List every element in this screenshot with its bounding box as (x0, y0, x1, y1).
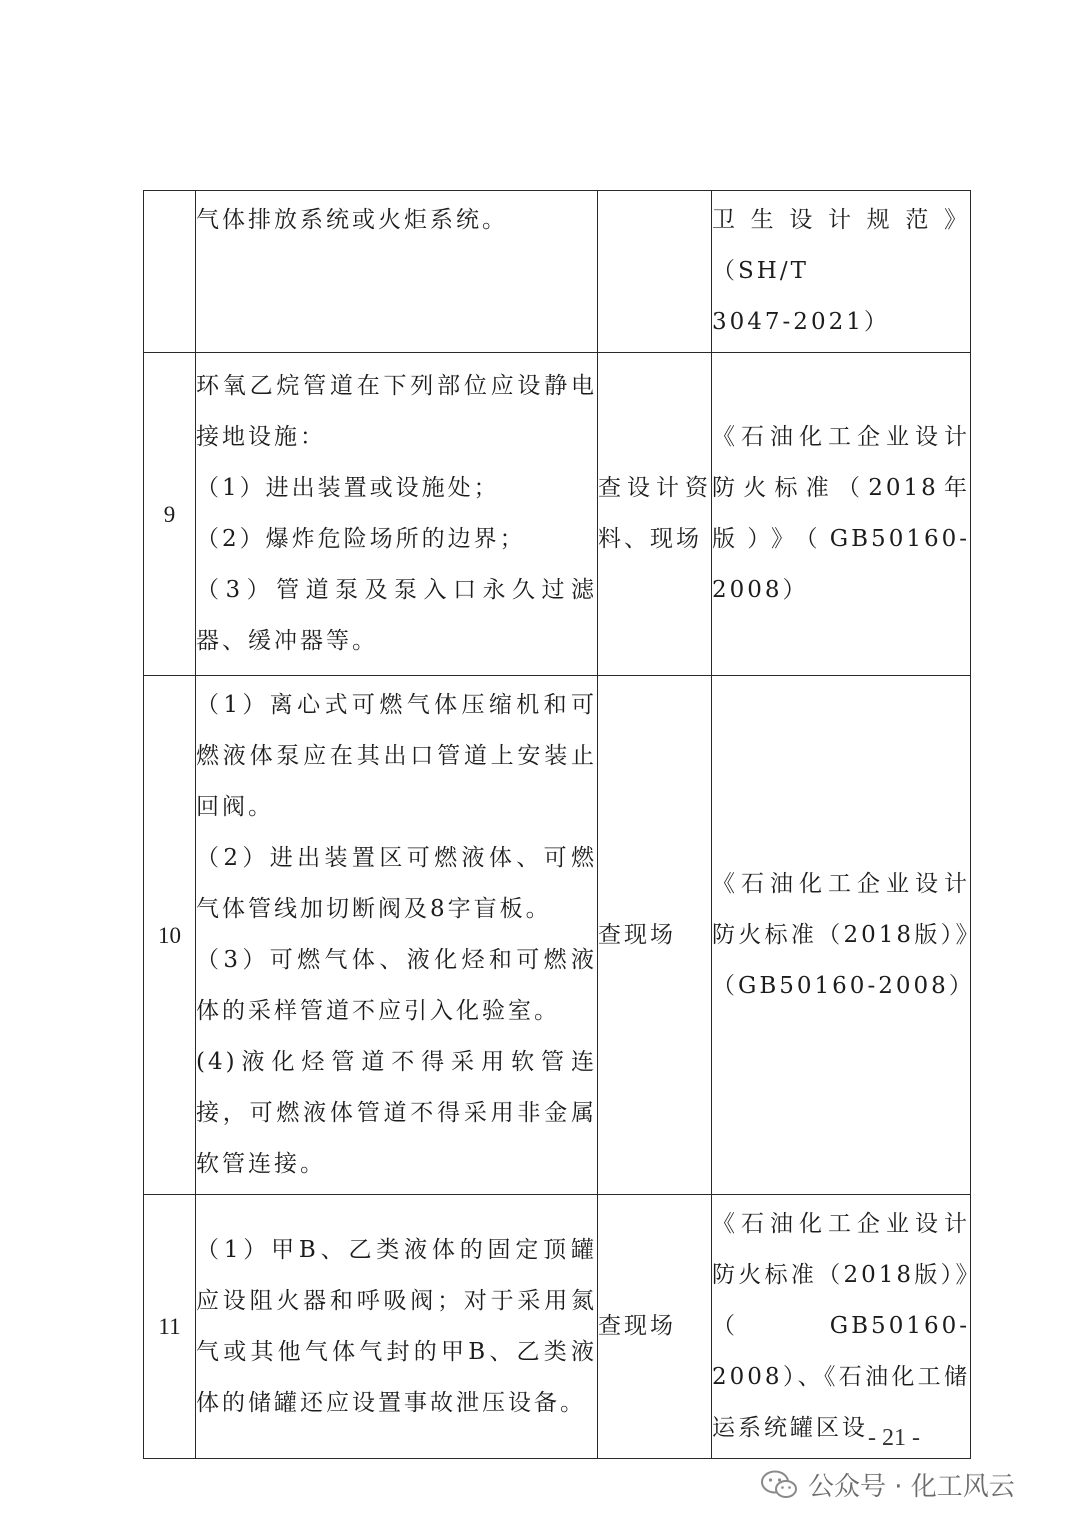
row-number: 11 (144, 1195, 196, 1459)
check-method: 查设计资料、现场 (598, 353, 712, 676)
requirement-content: （1）甲B、乙类液体的固定顶罐应设阻火器和呼吸阀；对于采用氮气或其他气体气封的甲B、乙类液体的储罐还应设置事故泄压设备。 (196, 1195, 598, 1459)
check-method: 查现场 (598, 676, 712, 1195)
requirement-content: 气体排放系统或火炬系统。 (196, 191, 598, 353)
requirement-content: 环氧乙烷管道在下列部位应设静电接地设施： （1）进出装置或设施处； （2）爆炸危险场所的边界； （3）管道泵及泵入口永久过滤器、缓冲器等。 (196, 353, 598, 676)
check-method (598, 191, 712, 353)
wechat-icon (760, 1470, 798, 1500)
watermark-text: 公众号 · 化工风云 (808, 1472, 1015, 1502)
row-number: 10 (144, 676, 196, 1195)
table-row (144, 353, 971, 676)
requirement-content: （1）离心式可燃气体压缩机和可燃液体泵应在其出口管道上安装止回阀。 （2）进出装置区可燃液体、可燃气体管线加切断阀及8字盲板。 （3）可燃气体、液化烃和可燃液体的采样管道不应引入化验室。 (4)液化烃管道不得采用软管连接，可燃液体管道不得采用非金属软管连接。 (196, 676, 598, 1195)
table-row (144, 1195, 971, 1459)
requirements-table (143, 190, 975, 1459)
table-row (144, 191, 971, 353)
basis-reference: 《石油化工企业设计防火标准（2018版）》（GB50160-2008） (712, 676, 971, 1195)
table-row (144, 676, 971, 1195)
basis-reference: 卫生设计规范》（SH/T 3047-2021） (712, 191, 971, 353)
row-number: 9 (144, 353, 196, 676)
row-number (144, 191, 196, 353)
basis-reference: 《石油化工企业设计防火标准（2018版）》（GB50160-2008）、《石油化工储运系统罐区设 (712, 1195, 971, 1459)
check-method: 查现场 (598, 1195, 712, 1459)
page-number: - 21 - (868, 1425, 920, 1451)
watermark (760, 1466, 1015, 1503)
basis-reference: 《石油化工企业设计防火标准（2018年版）》（GB50160-2008） (712, 353, 971, 676)
